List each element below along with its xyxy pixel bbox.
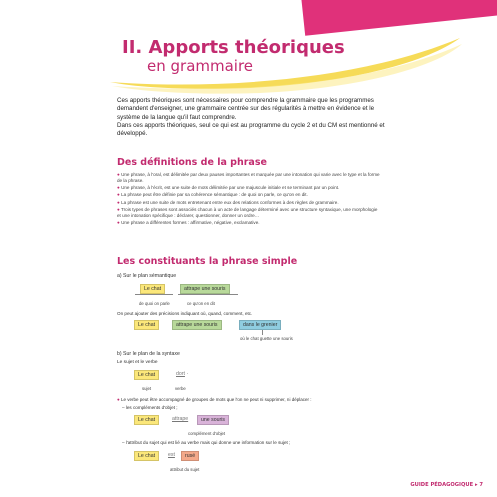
intro-paragraph-2: Dans ces apports théoriques, seul ce qui est au programme du cycle 2 et du CM est mentionné et développé. bbox=[117, 121, 385, 138]
cod-label: – les compléments d'objet ; bbox=[122, 405, 178, 410]
list-item: ● La phrase peut être définie par sa cohérence sémantique : de quoi on parle, ce qu'on en dit. bbox=[117, 192, 308, 198]
caption: verbe bbox=[175, 386, 186, 391]
page-footer: GUIDE PÉDAGOGIQUE ▸ 7 bbox=[410, 482, 483, 488]
example-chip-predicate: attrape une souris bbox=[172, 320, 222, 330]
definitions-list bbox=[117, 172, 382, 227]
example-word-verb: est bbox=[168, 452, 175, 458]
list-item: ● Trois types de phrases sont associés chacun à un acte de langage déterminé avec une structure syntaxique, une morphologie et une intonation spécifique : déclarer, questionner, donner un ordre… bbox=[117, 206, 378, 218]
syntax-sublabel: Le sujet et le verbe bbox=[117, 360, 158, 365]
example-chip-subject: Le chat bbox=[134, 451, 159, 461]
caption: sujet bbox=[142, 386, 152, 391]
example-word-verb: attrape bbox=[172, 416, 189, 422]
page-number: 7 bbox=[479, 482, 483, 488]
bullet-icon: ● bbox=[117, 199, 122, 205]
intro-text bbox=[117, 97, 387, 138]
page-title: II. Apports théoriques bbox=[122, 37, 345, 58]
caption: attribut du sujet bbox=[170, 467, 200, 472]
bullet-icon: ● bbox=[117, 192, 122, 198]
section-heading-definitions: Des définitions de la phrase bbox=[117, 157, 267, 168]
caption: ce qu'on en dit bbox=[187, 301, 215, 306]
example-chip-subject: Le chat bbox=[134, 320, 159, 330]
example-chip-subject: Le chat bbox=[134, 415, 159, 425]
list-item: ● Une phrase a différentes formes : affirmative, négative, exclamative. bbox=[117, 219, 260, 225]
bullet-icon: ● bbox=[117, 172, 122, 177]
caption: où le chat guette une souris bbox=[240, 336, 293, 341]
list-item: ● Une phrase, à l'oral, est délimitée par deux pauses importantes et marquée par une intonation qui varie avec le type et la forme de la phrase. bbox=[117, 172, 380, 183]
caption: complément d'objet bbox=[188, 431, 226, 436]
list-item: ● La phrase est une suite de mots entretenant entre eux des relations conformes à des règles de grammaire. bbox=[117, 199, 339, 205]
semantic-label: a) Sur le plan sémantique bbox=[117, 273, 177, 279]
bullet-icon: ● bbox=[117, 219, 122, 225]
syntax-label: b) Sur le plan de la syntaxe bbox=[117, 351, 180, 357]
pointer-line bbox=[262, 330, 263, 335]
bullet-icon: ● bbox=[117, 185, 122, 191]
section-heading-constituents: Les constituants la phrase simple bbox=[117, 256, 298, 267]
list-item: ● Une phrase, à l'écrit, est une suite de mots délimitée par une majuscule initiale et se terminant par un point. bbox=[117, 185, 340, 191]
example-chip-predicate: attrape une souris bbox=[180, 284, 230, 294]
bullet-icon: ● bbox=[117, 397, 121, 402]
bracket-line bbox=[135, 294, 173, 295]
body-text: ● Le verbe peut être accompagné de groupes de mots que l'on ne peut ni supprimer, ni déplacer : bbox=[117, 397, 312, 402]
page-subtitle: en grammaire bbox=[147, 57, 254, 75]
intro-paragraph-1: Ces apports théoriques sont nécessaires pour comprendre la grammaire que les programmes demandent d'enseigner, une grammaire centrée sur des régularités à mettre en évidence et le système de la langue qu'il faut comprendre. bbox=[117, 97, 375, 121]
body-text: On peut ajouter des précisions indiquant où, quand, comment, etc. bbox=[117, 311, 253, 316]
attribute-text: – l'attribut du sujet qui est lié au verbe mais qui donne une information sur le sujet ; bbox=[122, 440, 291, 445]
example-word-verb: dort bbox=[176, 371, 185, 377]
bracket-line bbox=[178, 294, 238, 295]
caption: de quoi on parle bbox=[139, 301, 170, 306]
footer-text: GUIDE PÉDAGOGIQUE bbox=[410, 482, 474, 488]
bullet-icon: ● bbox=[117, 206, 121, 212]
example-chip-attribute: rusé bbox=[181, 451, 199, 461]
example-chip-subject: Le chat bbox=[134, 370, 159, 380]
example-chip-object: une souris bbox=[197, 415, 229, 425]
example-chip-complement: dans le grenier bbox=[239, 320, 281, 330]
example-chip-subject: Le chat bbox=[140, 284, 165, 294]
